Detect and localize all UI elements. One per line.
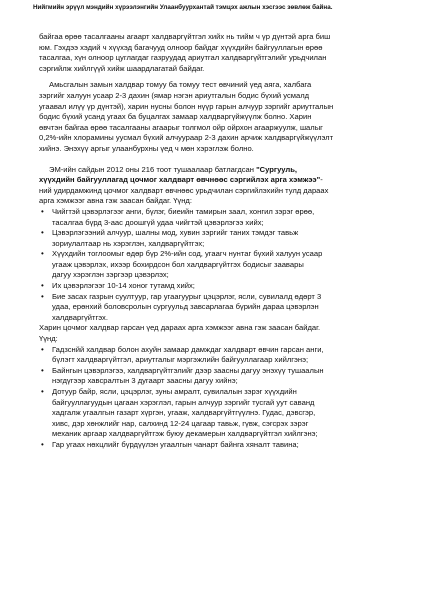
paragraph-4 — [39, 323, 399, 344]
text-line: Гадзснйй халдвар болон ахуйн замаар дамждаг халдварт өвчин гарсан анги, — [52, 344, 324, 354]
text-line: сэргийлж хийлгүүй хийж шаардлагатай байдаг. — [39, 63, 205, 73]
text-line: зэргийг халуун усаар 2-3 дахин (ямар нэгэн ариутгалын бодис бүхий усмалд — [39, 90, 310, 100]
text-line: нэгдүгээр хавсралтын 3 дугаарт заасны дагуу хийнэ; — [52, 376, 238, 386]
text-line: халдваргүйтгэх. — [52, 312, 108, 322]
text-line: бүлэгт халдваргүйтгэл, ариутгалыг мэргэжлийн байгууллагаар хийлгэнэ; — [52, 355, 309, 365]
bullet-icon: • — [41, 228, 44, 238]
order-reference: ЭМ-ийн сайдын 2012 оны 216 тоот тушаалаар батлагдсан — [49, 164, 257, 174]
text-line: Үүнд: — [39, 334, 58, 344]
text-line: арга хэмжээг авна гэж заасан байдаг. Үүнд: — [39, 196, 192, 206]
list-item — [39, 249, 399, 281]
bullet-list-preventive — [39, 207, 399, 324]
paragraph-gap — [39, 155, 399, 165]
list-item — [39, 440, 399, 451]
text-line: бодис бүхий усанд угаах ба буцалгах замаар халдваргүйжүүлж болно. Харин — [39, 112, 312, 122]
bullet-list-outbreak — [39, 345, 399, 451]
text-line: тасалгаа бүрд 3-аас доошгүй удаа чийгтэй цэвэрлэгээ хийх; — [52, 217, 264, 227]
bullet-icon: • — [41, 249, 44, 259]
text-line: хадгалж угаалгын газарт хүргэн, угааж, халдваргүйтгүүлнэ. Гудас, дэвсгэр, — [52, 408, 316, 418]
text-line: байгууллагуудын цагаан хэрэглэл, гарын алчуур зэргийг тусгай уут савaнд — [52, 397, 315, 407]
list-item — [39, 292, 399, 324]
text-line: тасалгаа, хүн олноор цуглагдаг газруудад ариутгал халдваргүйтгэлийг урьдчилан — [39, 53, 327, 63]
guideline-title-part: "Сургууль, — [256, 164, 298, 174]
text-line: хивс, дэр хөнжлийг нар, салхинд 12-24 цагаар тавьж, гүвж, сэгсрэх зэрэг — [52, 418, 309, 428]
bullet-icon: • — [41, 206, 44, 216]
text-line — [39, 175, 399, 186]
hyphen: - — [320, 175, 323, 185]
text-line: хийнэ. Энэхүү аргыг улаанбурхны үед ч мөн хэрэглэж болно. — [39, 143, 254, 153]
text-line: Байнгын цэвэрлэгээ, халдваргүйтгэлийг дээр заасны дагуу энэхүү тушаалын — [52, 365, 324, 375]
text-line: дагуу хэрэглэн зэргээр цэвэрлэх; — [52, 270, 169, 280]
text-line: Чийгтэй цэвэрлэгээг анги, бүлэг, биеийн тамирын заал, хонгил зэрэг өрөө, — [52, 206, 315, 216]
document-body — [39, 32, 399, 451]
text-line: юм. Гэхдээ хэдий ч хүүхэд багачууд олноор байдаг хүүхдийн байгууллагын өрөө — [39, 42, 323, 52]
text-line: байгаа өрөө тасалгааны агаарт халдваргүйтгэл хийх нь тийм ч үр дүнтэй арга биш — [39, 32, 331, 41]
paragraph-1 — [39, 32, 399, 74]
text-line: механик аргаар халдваргүйтгэж буюу декамерын халдваргүйтгэл хийлгэнэ; — [52, 429, 318, 439]
list-item — [39, 387, 399, 440]
text-line: Дотуур байр, ясли, цэцэрлэг, зуны амралт, сувилалын зэрэг хүүхдийн — [52, 387, 297, 396]
text-line: Хүүхдийн тоглоомыг өдөр бүр 2%-ийн сод, угаагч нунтаг бүхий халуун усаар — [52, 249, 323, 259]
text-line: Их цэвэрлэгээг 10-14 хоног тутамд хийх; — [52, 281, 195, 291]
bullet-icon: • — [41, 387, 44, 396]
paragraph-3 — [39, 165, 399, 207]
text-line: зориулалтаар нь хэрэглэн, халдваргүйтгэх; — [52, 238, 205, 248]
text-line: угаавал илүү үр дүнтэй), харин нусны болон нүүр гарын алчуур зэргийг ариутгалын — [39, 101, 334, 111]
text-line: ний удирдамжинд цочмог халдварт өвчнөөс урьдчилан сэргийлэхийн тулд дараах — [39, 185, 329, 195]
list-item — [39, 228, 399, 249]
text-line: Бие засах газрын суултуур, гар угаагуурыг цэцэрлэг, ясли, сувилалд өдөрт 3 — [52, 291, 322, 301]
bullet-icon: • — [41, 439, 44, 449]
bullet-icon: • — [41, 344, 44, 354]
paragraph-2 — [39, 80, 399, 154]
list-item — [39, 366, 399, 387]
bullet-icon: • — [41, 365, 44, 375]
list-item — [39, 207, 399, 228]
bullet-icon: • — [41, 291, 44, 301]
text-line: угааж цэвэрлэх, ихээр бохирдсон бол халдваргүйтгэх бодисыг заавары — [52, 259, 304, 269]
document-header: Нийгмийн эрүүл мэндийн хүрээлэнгийн Улаанбуурхантай тэмцэх ажлын хэсгээс зөвлөж байна. — [33, 4, 333, 11]
list-item — [39, 281, 399, 292]
list-item — [39, 345, 399, 366]
text-line: 0,2%-ийн хлорамины уусмал бүхий алчуураар 2-3 дахин арчиж халдваргүйжүүлэлт — [39, 133, 334, 143]
text-line: удаа, ерөнхий боловсролын сургуульд завсарлагаа бүрийн дараа цэвэрлэн — [52, 302, 319, 312]
text-line: Гар угаах нөхцлийг бүрдүүлэн угаалгын чанарт байнга хяналт тавина; — [52, 439, 299, 449]
text-line — [39, 165, 399, 176]
text-line: Цэвэрлэгээний алчуур, шалны мод, хувин зэргийг таних тэмдэг тавьж — [52, 228, 299, 238]
text-line: Амьсгалын замын халдвар томуу ба томуу тест өвчиний үед аягa, халбага — [49, 80, 312, 90]
text-line: Харин цочмог халдвар гарсан үед дараах арга хэмжээг авна гэж заасан байдаг. — [39, 323, 321, 333]
bullet-icon: • — [41, 281, 44, 291]
guideline-title-part: хүүхдийн байгууллагад цочмог халдварт өвчнөөс сэргийлэх арга хэмжээ" — [39, 175, 321, 185]
text-line: өвчтэн байгаа өрөө тасалгааны агаарыг толгмол ойр ойрхон агааржуулж, шалыг — [39, 122, 323, 132]
